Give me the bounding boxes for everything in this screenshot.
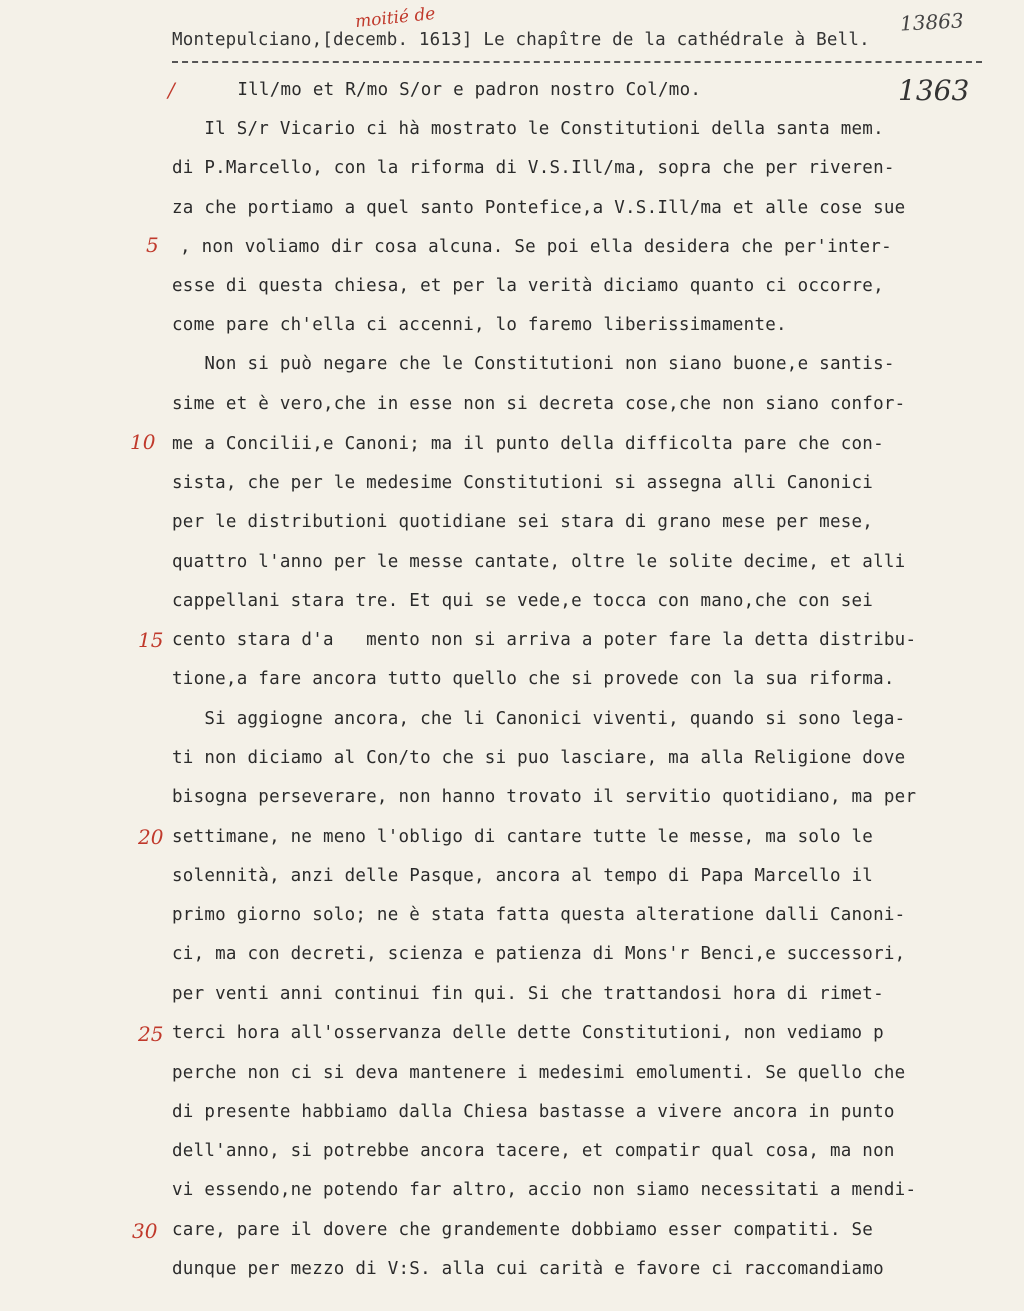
text-line: vi essendo,ne potendo far altro, accio non siamo necessitati a mendi- bbox=[172, 1180, 917, 1200]
text-line: esse di questa chiesa, et per la verità diciamo quanto ci occorre, bbox=[172, 276, 884, 296]
handwritten-annotation: moitié de bbox=[354, 3, 437, 33]
text-line: di presente habbiamo dalla Chiesa bastasse a vivere ancora in punto bbox=[172, 1102, 895, 1122]
text-line: Ill/mo et R/mo S/or e padron nostro Col/mo. bbox=[205, 80, 702, 100]
text-line: Non si può negare che le Constitutioni non siano buone,e santis- bbox=[172, 354, 895, 374]
text-line: sista, che per le medesime Constitutioni si assegna alli Canonici bbox=[172, 473, 874, 493]
text-line: come pare ch'ella ci accenni, lo faremo liberissimamente. bbox=[172, 315, 787, 335]
text-line: terci hora all'osservanza delle dette Constitutioni, non vediamo p bbox=[172, 1023, 884, 1043]
text-line: primo giorno solo; ne è stata fatta questa alteratione dalli Canoni- bbox=[172, 905, 906, 925]
reference-number: 1363 bbox=[898, 74, 970, 107]
text-line: per le distributioni quotidiane sei stara di grano mese per mese, bbox=[172, 512, 874, 532]
text-line: Si aggiogne ancora, che li Canonici viventi, quando si sono lega- bbox=[172, 709, 906, 729]
text-line: solennità, anzi delle Pasque, ancora al tempo di Papa Marcello il bbox=[172, 866, 874, 886]
text-line: quattro l'anno per le messe cantate, oltre le solite decime, et alli bbox=[172, 552, 906, 572]
text-line: Il S/r Vicario ci hà mostrato le Constitutioni della santa mem. bbox=[172, 119, 884, 139]
text-line: care, pare il dovere che grandemente dobbiamo esser compatiti. Se bbox=[172, 1220, 874, 1240]
text-line: ti non diciamo al Con/to che si puo lasciare, ma alla Religione dove bbox=[172, 748, 906, 768]
margin-number: 30 bbox=[132, 1219, 158, 1243]
text-line: , non voliamo dir cosa alcuna. Se poi ella desidera che per'inter- bbox=[180, 237, 892, 257]
text-line: za che portiamo a quel santo Pontefice,a V.S.Ill/ma et alle cose sue bbox=[172, 198, 906, 218]
header-rule bbox=[172, 61, 982, 63]
text-line: di P.Marcello, con la riforma di V.S.Ill/ma, sopra che per riveren- bbox=[172, 158, 895, 178]
text-line: settimane, ne meno l'obligo di cantare tutte le messe, ma solo le bbox=[172, 827, 874, 847]
text-line: sime et è vero,che in esse non si decreta cose,che non siano confor- bbox=[172, 394, 906, 414]
text-line: per venti anni continui fin qui. Si che trattandosi hora di rimet- bbox=[172, 984, 884, 1004]
margin-number: 20 bbox=[138, 825, 164, 849]
margin-number: 5 bbox=[146, 233, 159, 257]
margin-number: / bbox=[168, 78, 175, 102]
text-line: perche non ci si deva mantenere i medesimi emolumenti. Se quello che bbox=[172, 1063, 906, 1083]
text-line: tione,a fare ancora tutto quello che si provede con la sua riforma. bbox=[172, 669, 895, 689]
document-header: Montepulciano,[decemb. 1613] Le chapître de la cathédrale à Bell. bbox=[172, 30, 870, 50]
margin-number: 25 bbox=[138, 1022, 164, 1046]
text-line: dunque per mezzo di V:S. alla cui carità e favore ci raccomandiamo bbox=[172, 1259, 884, 1279]
text-line: cento stara d'a mento non si arriva a poter fare la detta distribu- bbox=[172, 630, 917, 650]
text-line: ci, ma con decreti, scienza e patienza di Mons'r Benci,e successori, bbox=[172, 944, 906, 964]
text-line: dell'anno, si potrebbe ancora tacere, et compatir qual cosa, ma non bbox=[172, 1141, 895, 1161]
text-line: bisogna perseverare, non hanno trovato il servitio quotidiano, ma per bbox=[172, 787, 917, 807]
text-line: me a Concilii,e Canoni; ma il punto della difficolta pare che con- bbox=[172, 434, 884, 454]
margin-number: 10 bbox=[130, 430, 156, 454]
margin-number: 15 bbox=[138, 628, 164, 652]
text-line: cappellani stara tre. Et qui se vede,e tocca con mano,che con sei bbox=[172, 591, 874, 611]
corner-number: 13863 bbox=[899, 8, 965, 36]
